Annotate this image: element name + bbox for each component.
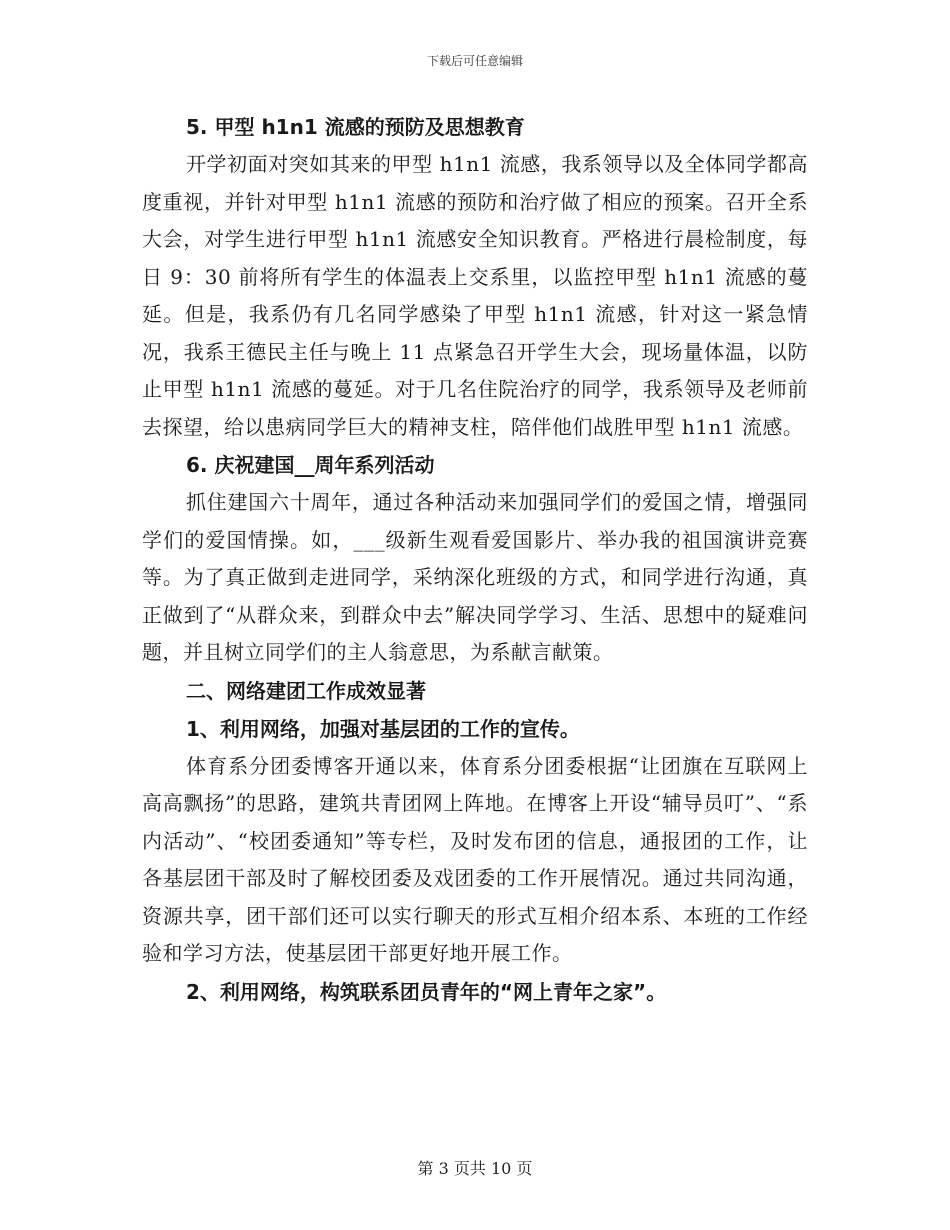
page-header-note: 下载后可任意编辑 bbox=[426, 54, 523, 68]
page-number-footer: 第 3 页共 10 页 bbox=[417, 1159, 533, 1178]
section-5-paragraph: 开学初面对突如其来的甲型 h1n1 流感，我系领导以及全体同学都高度重视，并针对甲型 h1n1 流感的预防和治疗做了相应的预案。召开全系大会，对学生进行甲型 h1n1 流感安全知识教育。严格进行晨检制度，每日 9：30 前将所有学生的体温表上交系里，以监控甲型 h1n1 流感的蔓延。但是，我系仍有几名同学感染了甲型 h1n1 流感，针对这一紧急情况，我系王德民主任与晚上 11 点紧急召开学生大会，现场量体温，以防止甲型 h1n1 流感的蔓延。对于几名住院治疗的同学，我系领导及老师前去探望，给以患病同学巨大的精神支柱，陪伴他们战胜甲型 h1n1 流感。 bbox=[142, 152, 808, 439]
part-2-heading: 二、网络建团工作成效显著 bbox=[186, 678, 426, 703]
section-5-heading: 5. 甲型 h1n1 流感的预防及思想教育 bbox=[186, 115, 525, 139]
document-body bbox=[142, 108, 808, 1011]
subsection-2-heading: 2、利用网络，构筑联系团员青年的“网上青年之家”。 bbox=[186, 979, 667, 1004]
subsection-1-paragraph: 体育系分团委博客开通以来，体育系分团委根据“让团旗在互联网上高高飘扬”的思路，建筑共青团网上阵地。在博客上开设“辅导员叮”、“系内活动”、“校团委通知”等专栏，及时发布团的信息，通报团的工作，让各基层团干部及时了解校团委及戏团委的工作开展情况。通过共同沟通，资源共享，团干部们还可以实行聊天的形式互相介绍本系、本班的工作经验和学习方法，使基层团干部更好地开展工作。 bbox=[142, 753, 808, 965]
subsection-1-heading: 1、利用网络，加强对基层团的工作的宣传。 bbox=[186, 716, 580, 741]
section-6-heading: 6. 庆祝建国__周年系列活动 bbox=[186, 453, 435, 477]
section-6-paragraph: 抓住建国六十周年，通过各种活动来加强同学们的爱国之情，增强同学们的爱国情操。如，___级新生观看爱国影片、举办我的祖国演讲竞赛等。为了真正做到走进同学，采纳深化班级的方式，和同学进行沟通，真正做到了“从群众来，到群众中去”解决同学学习、生活、思想中的疑难问题，并且树立同学们的主人翁意思，为系献言献策。 bbox=[142, 490, 808, 664]
